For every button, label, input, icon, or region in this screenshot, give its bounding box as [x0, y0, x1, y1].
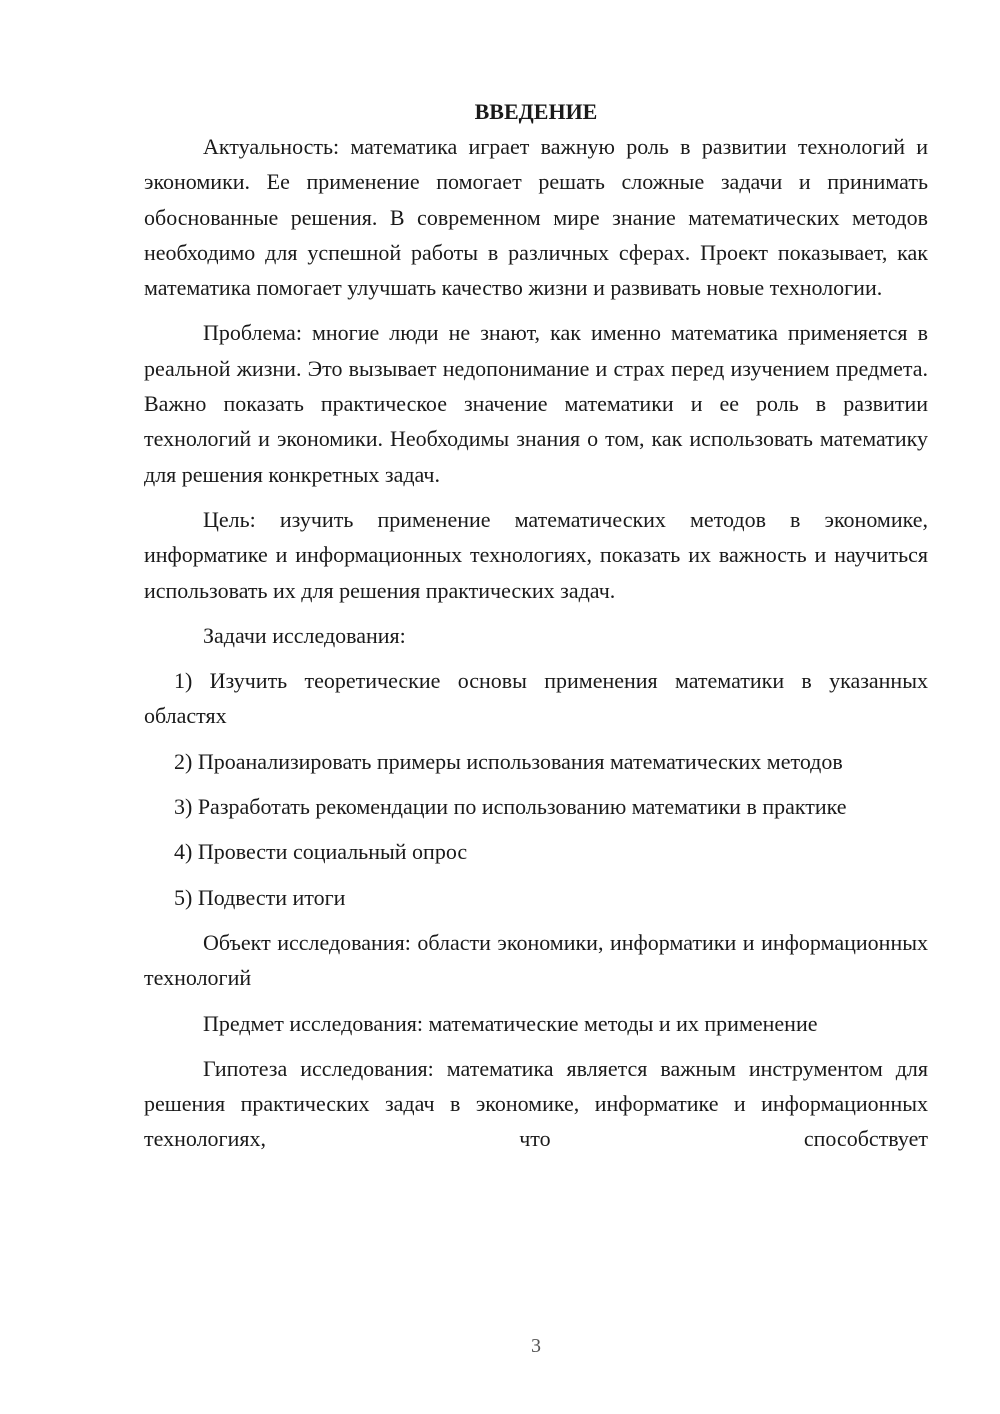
paragraph-tasks-heading: Задачи исследования: — [203, 622, 406, 648]
task-item-3: 3) Разработать рекомендации по использованию математики в практике — [174, 794, 847, 820]
paragraph-relevance: Актуальность: математика играет важную роль в развитии технологий и экономики. Ее применение помогает решать сложные задачи и принимать обоснованные решения. В современном мире знание математических методов необходимо для успешной работы в различных сферах. Проект показывает, как математика помогает улучшать качество жизни и развивать новые технологии. — [144, 134, 928, 301]
paragraph-hypothesis: Гипотеза исследования: математика является важным инструментом для решения практических задач в экономике, информатике и информационных технологиях, что способствует — [144, 1055, 928, 1152]
paragraph-object: Объект исследования: области экономики, информатики и информационных технологий — [144, 929, 928, 991]
paragraph-subject: Предмет исследования: математические методы и их применение — [203, 1010, 818, 1036]
paragraph-goal: Цель: изучить применение математических методов в экономике, информатике и информационных технологиях, показать их важность и научиться использовать их для решения практических задач. — [144, 506, 928, 603]
section-title: ВВЕДЕНИЕ — [474, 99, 598, 124]
task-item-4: 4) Провести социальный опрос — [174, 839, 468, 865]
task-item-1: 1) Изучить теоретические основы применения математики в указанных областях — [144, 668, 928, 729]
task-item-2: 2) Проанализировать примеры использования математических методов — [174, 748, 843, 774]
page-number: 3 — [531, 1335, 541, 1357]
paragraph-problem: Проблема: многие люди не знают, как именно математика применяется в реальной жизни. Это вызывает недопонимание и страх перед изучением предмета. Важно показать практическое значение математики и ее роль в развитии технологий и экономики. Необходимы знания о том, как использовать математику для решения конкретных задач. — [144, 320, 928, 487]
task-item-5: 5) Подвести итоги — [174, 884, 346, 910]
document-page — [144, 94, 928, 1167]
